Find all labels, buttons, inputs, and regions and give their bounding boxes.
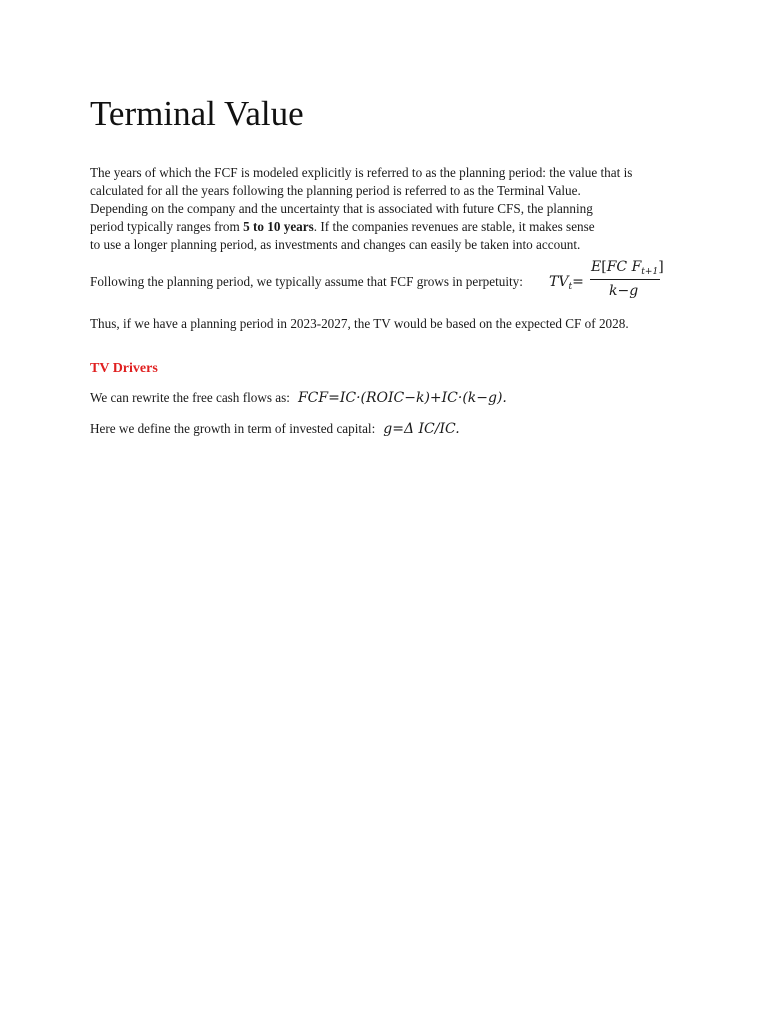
perpetuity-text: Following the planning period, we typically assume that FCF grows in perpetuity: <box>90 274 523 289</box>
intro-line-3: Depending on the company and the uncertainty that is associated with future CFS, the planning <box>90 201 593 216</box>
intro-line-4 <box>90 218 680 236</box>
fraction-bar <box>590 279 660 280</box>
formula-denominator: k−g <box>609 283 639 299</box>
intro-line-2: calculated for all the years following the planning period is referred to as the Terminal Value. <box>90 183 581 198</box>
intro-line-1: The years of which the FCF is modeled explicitly is referred to as the planning period: the value that is <box>90 165 633 180</box>
formula-equals: = <box>572 274 584 290</box>
fcf-rewrite-line <box>90 389 507 407</box>
intro-line-5: to use a longer planning period, as investments and changes can easily be taken into account. <box>90 237 581 252</box>
formula-lhs-sub: t <box>568 282 573 292</box>
fcf-rewrite-text: We can rewrite the free cash flows as: <box>90 390 290 405</box>
numerator-e: E <box>591 259 602 275</box>
section-heading-tv-drivers: TV Drivers <box>90 361 158 376</box>
terminal-value-formula <box>549 257 669 307</box>
growth-definition-formula: g=Δ IC/IC. <box>383 421 460 437</box>
intro-line-4-pre: period typically ranges from <box>90 219 244 234</box>
numerator-open-bracket: [ <box>601 259 607 275</box>
fcf-rewrite-formula: FCF=IC·(ROIC−k)+IC·(k−g). <box>297 390 507 406</box>
growth-definition-text: Here we define the growth in term of invested capital: <box>90 421 376 436</box>
page-title: Terminal Value <box>90 94 304 133</box>
formula-numerator <box>591 259 664 277</box>
intro-paragraph <box>90 164 680 254</box>
example-text: Thus, if we have a planning period in 2023-2027, the TV would be based on the expected CF of 2028. <box>90 316 629 331</box>
growth-definition-line <box>90 420 460 438</box>
formula-lhs <box>549 274 584 292</box>
numerator-fcf: FC F <box>606 259 642 275</box>
numerator-close-bracket: ] <box>658 259 664 275</box>
intro-line-4-post: . If the companies revenues are stable, it makes sense <box>313 219 595 234</box>
planning-range-bold: 5 to 10 years <box>243 219 314 234</box>
formula-lhs-tv: TV <box>549 274 569 290</box>
numerator-sub: t+1 <box>641 267 659 277</box>
